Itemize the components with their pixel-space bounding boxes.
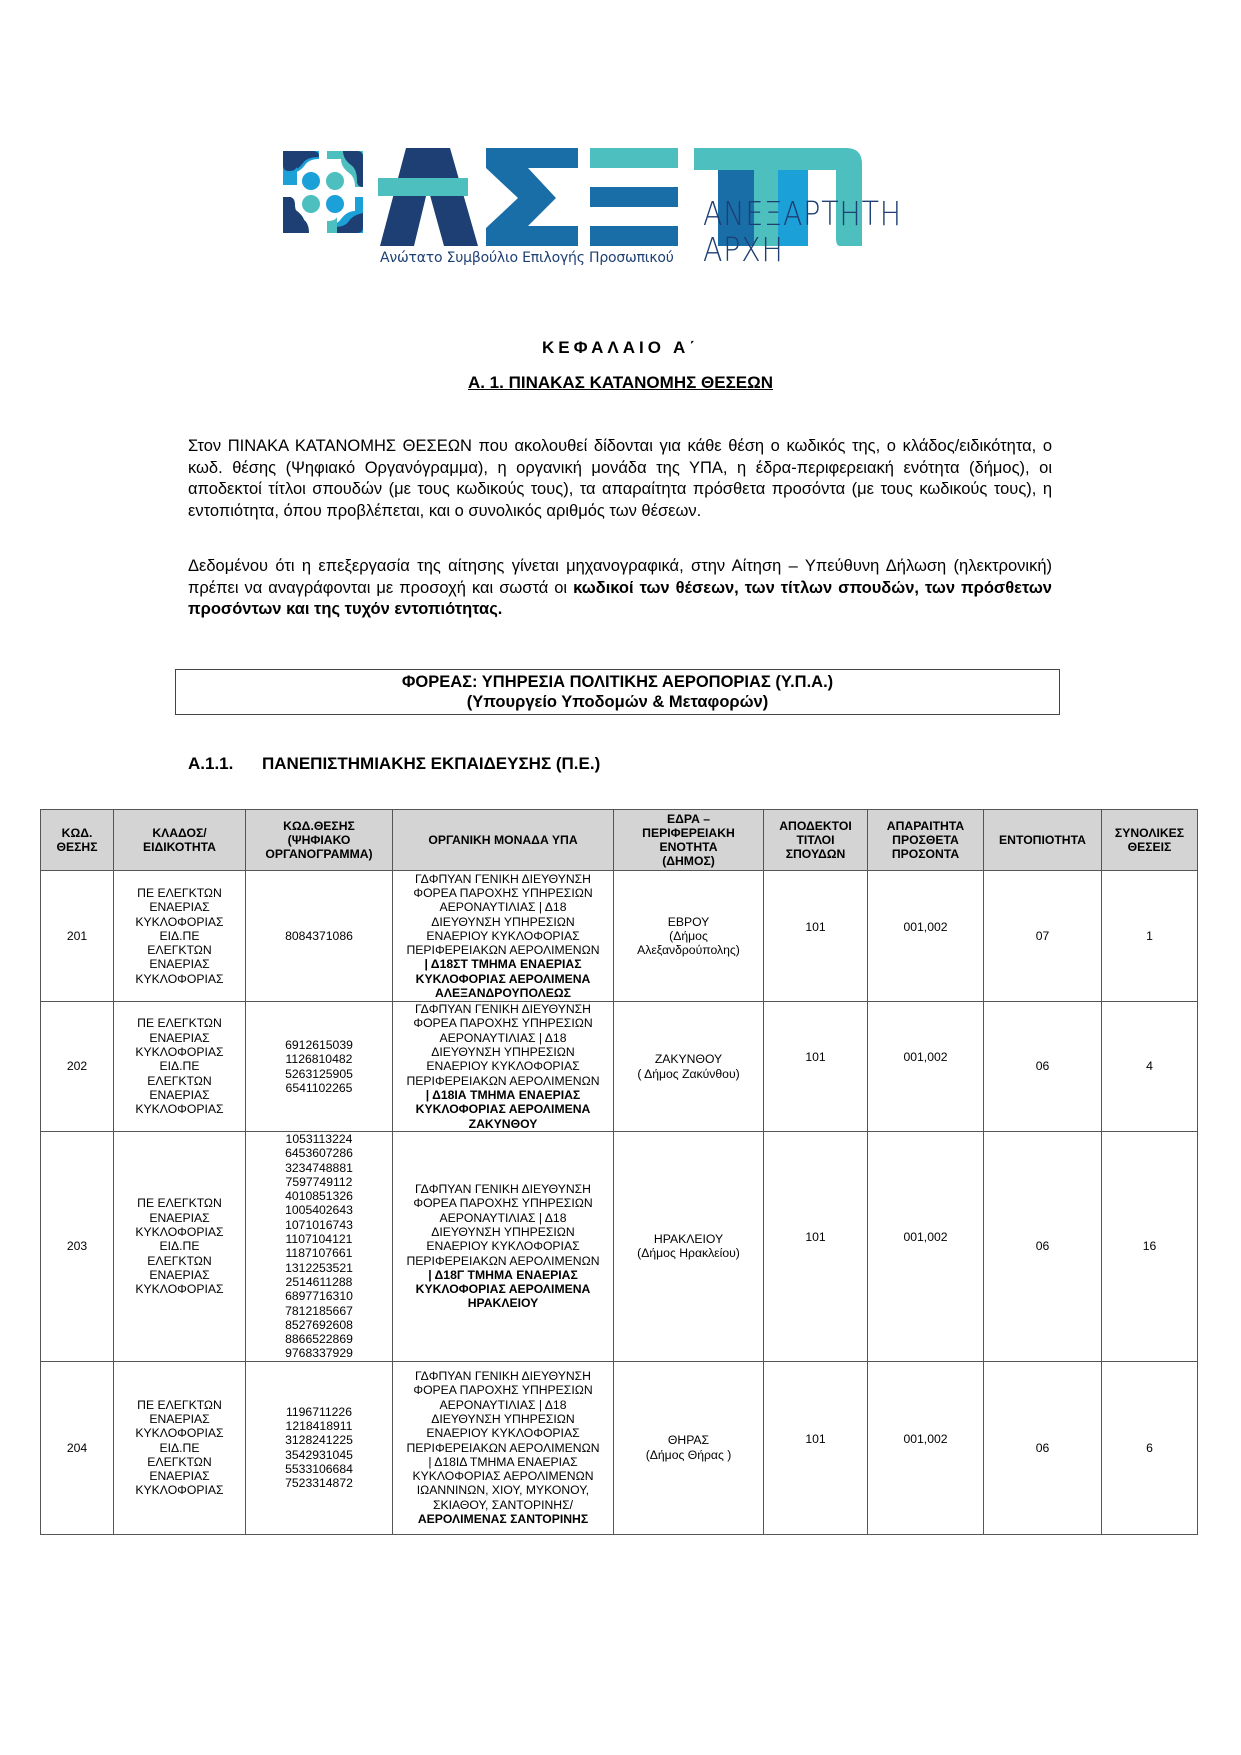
subsection-title: ΠΑΝΕΠΙΣΤΗΜΙΑΚΗΣ ΕΚΠΑΙΔΕΥΣΗΣ (Π.Ε.) (262, 754, 601, 773)
text-line: 7597749112 (285, 1174, 353, 1189)
cell-qualifications: 001,002 (868, 1361, 984, 1534)
text-line: 1107104121 (285, 1232, 353, 1247)
header-qualifications (868, 810, 984, 871)
text-line: ΕΛΕΓΚΤΩΝ (147, 1454, 212, 1469)
text-line: ΓΔΦΠΥΑΝ ΓΕΝΙΚΗ ΔΙΕΥΘΥΝΣΗ (415, 1369, 591, 1384)
text-line: ΚΥΚΛΟΦΟΡΙΑΣ (135, 971, 224, 986)
intro-paragraph: Στον ΠΙΝΑΚΑ ΚΑΤΑΝΟΜΗΣ ΘΕΣΕΩΝ που ακολουθεί δίδονται για κάθε θέση ο κωδικός της, ο κλάδος/ειδικότητα, ο κωδ. θέσης (Ψηφιακό Οργανόγραμμα), η οργανική μονάδα της ΥΠΑ, η έδρα-περιφερειακή ενότητα (δήμος), οι αποδεκτοί τίτλοι σπουδών (με τους κωδικούς τους), τα απαραίτητα πρόσθετα προσόντα (με τους κωδικούς τους), η εντοπιότητα, όπου προβλέπεται, και ο συνολικός αριθμός των θέσεων. (188, 437, 1052, 520)
text-line: ΚΥΚΛΟΦΟΡΙΑΣ ΑΕΡΟΛΙΜΕΝΩΝ (412, 1469, 594, 1484)
text-line: ΠΡΟΣΘΕΤΑ (892, 833, 959, 847)
text-line: ΑΠΑΡΑΙΤΗΤΑ (886, 819, 965, 833)
header-digital-code (246, 810, 393, 871)
text-line: ΚΩΔ.ΘΕΣΗΣ (283, 819, 355, 833)
text-line: ΠΕ ΕΛΕΓΚΤΩΝ (137, 1196, 222, 1211)
cell-total: 16 (1102, 1132, 1198, 1362)
text-line: ΠΕ ΕΛΕΓΚΤΩΝ (137, 1016, 222, 1031)
cell-code: 201 (41, 871, 114, 1002)
text-line: ( Δήμος Ζακύνθου) (637, 1066, 740, 1081)
text-line: 3128241225 (285, 1433, 353, 1448)
text-line: 8527692608 (285, 1317, 353, 1332)
text-line: ΕΝΑΕΡΙΑΣ (149, 957, 210, 972)
cell-branch (114, 1132, 246, 1362)
cell-code: 204 (41, 1361, 114, 1534)
cell-total: 6 (1102, 1361, 1198, 1534)
text-line: ΕΙΔ.ΠΕ (159, 928, 200, 943)
text-line: ΦΟΡΕΑ ΠΑΡΟΧΗΣ ΥΠΗΡΕΣΙΩΝ (413, 885, 593, 900)
text-line: ΚΛΑΔΟΣ/ (152, 826, 207, 840)
text-line: ΚΥΚΛΟΦΟΡΙΑΣ (135, 1483, 224, 1498)
text-line: ΖΑΚΥΝΘΟΥ (654, 1052, 723, 1067)
text-line: ΠΕ ΕΛΕΓΚΤΩΝ (137, 885, 222, 900)
text-line: ΣΠΟΥΔΩΝ (785, 847, 846, 861)
cell-degrees: 101 (764, 1132, 868, 1362)
header-degrees (764, 810, 868, 871)
text-line: ΔΙΕΥΘΥΝΣΗ ΥΠΗΡΕΣΙΩΝ (431, 1224, 575, 1239)
text-line: ΤΙΤΛΟΙ (796, 833, 835, 847)
instructions-paragraph: Δεδομένου ότι η επεξεργασία της αίτησης γίνεται μηχανογραφικά, στην Αίτηση – Υπεύθυνη Δήλωση (ηλεκτρονική) πρέπει να αναγράφονται με προσοχή και σωστά οι κωδικοί των θέσεων, των τίτλων σπουδών, των πρόσθετων προσόντων και της τυχόν εντοπιότητας. (188, 557, 1052, 618)
subsection-heading (188, 754, 600, 774)
text-line: ΣΥΝΟΛΙΚΕΣ (1114, 826, 1185, 840)
text-line: ΠΕΡΙΦΕΡΕΙΑΚΩΝ ΑΕΡΟΛΙΜΕΝΩΝ (406, 1440, 600, 1455)
text-line: ΕΝΑΕΡΙΑΣ (149, 1030, 210, 1045)
text-line: ΦΟΡΕΑ ΠΑΡΟΧΗΣ ΥΠΗΡΕΣΙΩΝ (413, 1196, 593, 1211)
text-line: ΕΙΔ.ΠΕ (159, 1440, 200, 1455)
text-line: ΕΛΕΓΚΤΩΝ (147, 1253, 212, 1268)
text-line: (Δήμος (669, 928, 708, 943)
text-line: ΕΝΑΕΡΙΑΣ (149, 1267, 210, 1282)
cell-digital-codes (246, 1361, 393, 1534)
table-row (41, 1132, 1198, 1362)
text-line: ΗΡΑΚΛΕΙΟΥ (653, 1232, 724, 1247)
text-line: ΟΡΓΑΝΟΓΡΑΜΜΑ) (265, 847, 373, 861)
text-line: 6897716310 (285, 1289, 353, 1304)
cell-degrees: 101 (764, 1002, 868, 1132)
text-line: 9768337929 (285, 1346, 353, 1361)
text-line: ΑΕΡΟΝΑΥΤΙΛΙΑΣ | Δ18 (439, 1210, 567, 1225)
text-line: 8084371086 (285, 928, 353, 943)
cell-branch (114, 871, 246, 1002)
asep-emblem-icon (283, 151, 363, 233)
text-line: ΚΥΚΛΟΦΟΡΙΑΣ (135, 914, 224, 929)
text-line: ΕΝΑΕΡΙΟΥ ΚΥΚΛΟΦΟΡΙΑΣ (426, 1239, 580, 1254)
cell-code: 202 (41, 1002, 114, 1132)
cell-digital-codes (246, 871, 393, 1002)
text-line: ΑΠΟΔΕΚΤΟΙ (779, 819, 852, 833)
text-line: | Δ18ΣΤ ΤΜΗΜΑ ΕΝΑΕΡΙΑΣ (424, 957, 582, 972)
text-line: ΦΟΡΕΑ ΠΑΡΟΧΗΣ ΥΠΗΡΕΣΙΩΝ (413, 1383, 593, 1398)
text-line: ΕΝΑΕΡΙΑΣ (149, 900, 210, 915)
text-line: (Δήμος Ηρακλείου) (637, 1246, 740, 1261)
cell-locality: 06 (984, 1002, 1102, 1132)
text-line: 7523314872 (285, 1476, 353, 1491)
text-line: ΓΔΦΠΥΑΝ ΓΕΝΙΚΗ ΔΙΕΥΘΥΝΣΗ (415, 1182, 591, 1197)
text-line: ΕΝΑΕΡΙΟΥ ΚΥΚΛΟΦΟΡΙΑΣ (426, 1059, 580, 1074)
text-line: 1312253521 (285, 1260, 353, 1275)
text-line: ΠΕ ΕΛΕΓΚΤΩΝ (137, 1397, 222, 1412)
text-line: ΚΥΚΛΟΦΟΡΙΑΣ (135, 1045, 224, 1060)
cell-org-unit (393, 871, 614, 1002)
cell-locality: 06 (984, 1132, 1102, 1362)
cell-qualifications: 001,002 (868, 1002, 984, 1132)
text-line: 6453607286 (285, 1146, 353, 1161)
text-line: ΕΝΑΕΡΙΑΣ (149, 1087, 210, 1102)
text-line: ΕΝΟΤΗΤΑ (659, 840, 718, 854)
text-line: ΖΑΚΥΝΘΟΥ (468, 1116, 538, 1131)
agency-name: ΦΟΡΕΑΣ: ΥΠΗΡΕΣΙΑ ΠΟΛΙΤΙΚΗΣ ΑΕΡΟΠΟΡΙΑΣ (Υ.Π.Α.) (401, 673, 834, 691)
text-line: ΚΥΚΛΟΦΟΡΙΑΣ (135, 1426, 224, 1441)
cell-degrees: 101 (764, 1361, 868, 1534)
text-line: 3542931045 (285, 1447, 353, 1462)
text-line: ΕΝΑΕΡΙΑΣ (149, 1210, 210, 1225)
text-line: 3234748881 (285, 1160, 353, 1175)
instructions-emphasis: κωδικοί των θέσεων, των τίτλων σπουδών, των πρόσθετων προσόντων και της τυχόν εντοπιότητας. (188, 578, 1052, 618)
cell-locality: 07 (984, 871, 1102, 1002)
text-line: 2514611288 (285, 1274, 353, 1289)
text-line: 5533106684 (285, 1462, 353, 1477)
text-line: ΠΕΡΙΦΕΡΕΙΑΚΗ (642, 826, 735, 840)
header-branch (114, 810, 246, 871)
text-line: 1196711226 (286, 1404, 352, 1419)
subsection-number: Α.1.1. (188, 754, 234, 773)
text-line: 7812185667 (285, 1303, 353, 1318)
chapter-heading: ΚΕΦΑΛΑΙΟ Α΄ (542, 338, 699, 357)
text-line: ΔΙΕΥΘΥΝΣΗ ΥΠΗΡΕΣΙΩΝ (431, 914, 575, 929)
text-line: ΣΚΙΑΘΟΥ, ΣΑΝΤΟΡΙΝΗΣ/ (432, 1497, 574, 1512)
text-line: ΚΩΔ. (61, 826, 93, 840)
text-line: ΕΝΑΕΡΙΟΥ ΚΥΚΛΟΦΟΡΙΑΣ (426, 1426, 580, 1441)
table-row (41, 1002, 1198, 1132)
positions-table (40, 809, 1198, 1535)
header-seat (614, 810, 764, 871)
text-line: ΙΩΑΝΝΙΝΩΝ, ΧΙΟΥ, ΜΥΚΟΝΟΥ, (416, 1483, 590, 1498)
cell-org-unit (393, 1361, 614, 1534)
text-line: ΕΒΡΟΥ (667, 914, 710, 929)
text-line: ΑΕΡΟΛΙΜΕΝΑΣ ΣΑΝΤΟΡΙΝΗΣ (417, 1512, 589, 1527)
text-line: ΕΙΔ.ΠΕ (159, 1239, 200, 1254)
text-line: | Δ18Γ ΤΜΗΜΑ ΕΝΑΕΡΙΑΣ (428, 1267, 578, 1282)
cell-seat (614, 1132, 764, 1362)
cell-digital-codes (246, 1132, 393, 1362)
cell-seat (614, 1361, 764, 1534)
header-position-code (41, 810, 114, 871)
cell-org-unit (393, 1132, 614, 1362)
section-title: Α. 1. ΠΙΝΑΚΑΣ ΚΑΤΑΝΟΜΗΣ ΘΕΣΕΩΝ (467, 373, 774, 392)
text-line: ΠΡΟΣΟΝΤΑ (891, 847, 960, 861)
text-line: ΚΥΚΛΟΦΟΡΙΑΣ ΑΕΡΟΛΙΜΕΝΑ (415, 1282, 591, 1297)
text-line: | Δ18ΙΑ ΤΜΗΜΑ ΕΝΑΕΡΙΑΣ (425, 1087, 581, 1102)
text-line: ΕΙΔ.ΠΕ (159, 1059, 200, 1074)
text-line: 1005402643 (285, 1203, 353, 1218)
text-line: ΚΥΚΛΟΦΟΡΙΑΣ (135, 1102, 224, 1117)
logo-tagline: Ανώτατο Συμβούλιο Επιλογής Προσωπικού (380, 250, 674, 266)
agency-ministry: (Υπουργείο Υποδομών & Μεταφορών) (466, 693, 769, 711)
header-org-unit (393, 810, 614, 871)
text-line: 1126810482 (285, 1052, 353, 1067)
text-line: ΕΝΑΕΡΙΑΣ (149, 1469, 210, 1484)
text-line: ΓΔΦΠΥΑΝ ΓΕΝΙΚΗ ΔΙΕΥΘΥΝΣΗ (415, 871, 591, 886)
text-line: Αλεξανδρούπολης) (637, 943, 740, 958)
text-line: 4010851326 (285, 1189, 353, 1204)
text-line: ΚΥΚΛΟΦΟΡΙΑΣ ΑΕΡΟΛΙΜΕΝΑ (415, 1102, 591, 1117)
agency-box (175, 669, 1060, 715)
text-line: | Δ18ΙΔ ΤΜΗΜΑ ΕΝΑΕΡΙΑΣ (428, 1454, 578, 1469)
cell-locality: 06 (984, 1361, 1102, 1534)
independent-authority-label: ΑΝΕΞΑΡΤΗΤΗ ΑΡΧΗ (703, 194, 902, 269)
text-line: ΕΝΑΕΡΙΟΥ ΚΥΚΛΟΦΟΡΙΑΣ (426, 928, 580, 943)
text-line: ΦΟΡΕΑ ΠΑΡΟΧΗΣ ΥΠΗΡΕΣΙΩΝ (413, 1016, 593, 1031)
text-line: ΘΕΣΗΣ (56, 840, 98, 854)
text-line: ΕΙΔΙΚΟΤΗΤΑ (143, 840, 216, 854)
cell-code: 203 (41, 1132, 114, 1362)
asep-logo (283, 148, 923, 278)
cell-seat (614, 1002, 764, 1132)
header-total (1102, 810, 1198, 871)
text-line: ΔΙΕΥΘΥΝΣΗ ΥΠΗΡΕΣΙΩΝ (431, 1045, 575, 1060)
text-line: (ΔΗΜΟΣ) (662, 854, 715, 868)
cell-total: 1 (1102, 871, 1198, 1002)
text-line: ΑΕΡΟΝΑΥΤΙΛΙΑΣ | Δ18 (439, 1030, 567, 1045)
text-line: 5263125905 (285, 1066, 353, 1081)
text-line: 8866522869 (285, 1332, 353, 1347)
text-line: (ΨΗΦΙΑΚΟ (287, 833, 351, 847)
cell-seat (614, 871, 764, 1002)
text-line: ΕΝΤΟΠΙΟΤΗΤΑ (999, 833, 1086, 847)
table-row (41, 1361, 1198, 1534)
text-line: ΑΛΕΞΑΝΔΡΟΥΠΟΛΕΩΣ (435, 986, 571, 1001)
text-line: 1187107661 (285, 1246, 353, 1261)
header-locality (984, 810, 1102, 871)
cell-branch (114, 1002, 246, 1132)
text-line: ΠΕΡΙΦΕΡΕΙΑΚΩΝ ΑΕΡΟΛΙΜΕΝΩΝ (406, 943, 600, 958)
cell-qualifications: 001,002 (868, 871, 984, 1002)
text-line: ΔΙΕΥΘΥΝΣΗ ΥΠΗΡΕΣΙΩΝ (431, 1412, 575, 1426)
text-line: 1218418911 (285, 1419, 353, 1434)
text-line: ΕΛΕΓΚΤΩΝ (147, 1073, 212, 1088)
text-line: ΑΕΡΟΝΑΥΤΙΛΙΑΣ | Δ18 (439, 1397, 567, 1412)
text-line: 1053113224 (285, 1132, 353, 1146)
cell-branch (114, 1361, 246, 1534)
cell-degrees: 101 (764, 871, 868, 1002)
text-line: ΕΛΕΓΚΤΩΝ (147, 943, 212, 958)
text-line: ΚΥΚΛΟΦΟΡΙΑΣ ΑΕΡΟΛΙΜΕΝΑ (415, 971, 591, 986)
cell-qualifications: 001,002 (868, 1132, 984, 1362)
table-row (41, 871, 1198, 1002)
text-line: ΘΕΣΕΙΣ (1127, 840, 1172, 854)
text-line: 1071016743 (285, 1217, 353, 1232)
cell-total: 4 (1102, 1002, 1198, 1132)
text-line: ΘΗΡΑΣ (667, 1433, 710, 1448)
text-line: ΠΕΡΙΦΕΡΕΙΑΚΩΝ ΑΕΡΟΛΙΜΕΝΩΝ (406, 1253, 600, 1268)
text-line: ΟΡΓΑΝΙΚΗ ΜΟΝΑΔΑ ΥΠΑ (428, 833, 578, 847)
text-line: ΕΝΑΕΡΙΑΣ (149, 1412, 210, 1426)
text-line: 6541102265 (285, 1080, 353, 1095)
cell-digital-codes (246, 1002, 393, 1132)
text-line: ΠΕΡΙΦΕΡΕΙΑΚΩΝ ΑΕΡΟΛΙΜΕΝΩΝ (406, 1073, 600, 1088)
text-line: ΕΔΡΑ – (666, 812, 711, 826)
cell-org-unit (393, 1002, 614, 1132)
text-line: 6912615039 (285, 1037, 353, 1052)
text-line: ΚΥΚΛΟΦΟΡΙΑΣ (135, 1282, 224, 1297)
text-line: ΑΕΡΟΝΑΥΤΙΛΙΑΣ | Δ18 (439, 900, 567, 915)
text-line: ΓΔΦΠΥΑΝ ΓΕΝΙΚΗ ΔΙΕΥΘΥΝΣΗ (415, 1002, 591, 1017)
text-line: ΗΡΑΚΛΕΙΟΥ (467, 1296, 539, 1311)
table-header-row (41, 810, 1198, 871)
text-line: (Δήμος Θήρας ) (645, 1447, 732, 1462)
text-line: ΚΥΚΛΟΦΟΡΙΑΣ (135, 1224, 224, 1239)
